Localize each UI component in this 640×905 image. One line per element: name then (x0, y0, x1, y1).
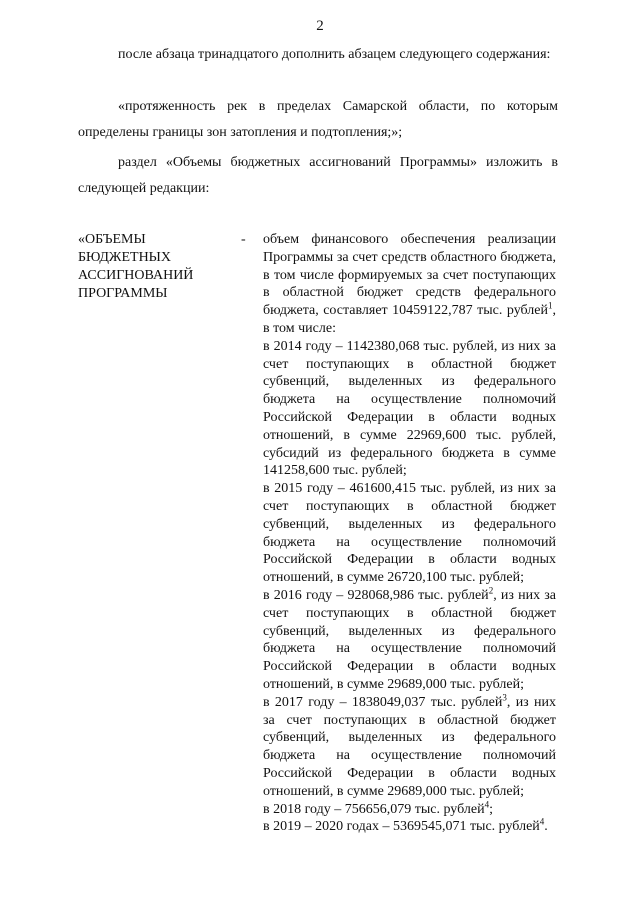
footnote-ref: 4 (539, 816, 545, 827)
funding-2017-amount: в 2017 году – 1838049,037 тыс. рублей (263, 694, 503, 710)
funding-total (263, 231, 556, 338)
paragraph-text: раздел «Объемы бюджетных ассигнований Программы» изложить в следующей редакции: (78, 155, 558, 196)
funding-2018-amount: в 2018 году – 756656,079 тыс. рублей (263, 801, 485, 817)
funding-2019-2020-tail: . (544, 819, 548, 835)
funding-2017-detail: , из них за счет поступающих в областной бюджет субвенций, выделенных из федерального бюджета на осуществление полномочий Российской Федерации в области водных отношений, в сумме 29689,000 тыс. рублей; (263, 694, 557, 799)
paragraph-text: после абзаца тринадцатого дополнить абзацем следующего содержания: (118, 47, 551, 62)
funding-2017 (263, 694, 556, 801)
paragraph-insert-instruction (78, 42, 558, 68)
separator-dash: - (241, 232, 246, 247)
funding-2016 (263, 587, 556, 694)
funding-total-tail: , в том числе: (263, 303, 556, 336)
section-label (78, 231, 218, 303)
section-label-line: ПРОГРАММЫ (78, 286, 168, 301)
funding-2019-2020 (263, 818, 556, 836)
paragraph-section-instruction (78, 150, 558, 202)
footnote-ref: 1 (548, 300, 553, 311)
funding-2016-amount: в 2016 году – 928068,986 тыс. рублей (263, 587, 489, 603)
section-label-line: «ОБЪЕМЫ (78, 232, 146, 247)
page-number: 2 (316, 18, 324, 34)
paragraph-text: «протяженность рек в пределах Самарской области, по которым определены границы зон затопления и подтопления;»; (78, 99, 558, 140)
paragraph-quoted-addition (78, 94, 558, 146)
footnote-ref: 2 (488, 585, 494, 596)
funding-total-text: объем финансового обеспечения реализации Программы за счет средств областного бюджета, в том числе формируемых за счет поступающих в областной бюджет средств федерального бюджета, составляет 10459122,787 тыс. рублей (263, 232, 556, 319)
footnote-ref: 4 (484, 798, 490, 809)
funding-2019-2020-amount: в 2019 – 2020 годах – 5369545,071 тыс. рублей (263, 819, 540, 835)
footnote-ref: 3 (502, 692, 507, 703)
funding-2018-tail: ; (489, 801, 493, 817)
funding-2018 (263, 798, 556, 819)
funding-2016-detail: , из них за счет поступающих в областной бюджет субвенций, выделенных из федерального бюджета на осуществление полномочий Российской Федерации в области водных отношений, в сумме 29689,000 тыс. рублей; (263, 587, 556, 692)
funding-content (263, 231, 556, 836)
funding-2014: в 2014 году – 1142380,068 тыс. рублей, из них за счет поступающих в областной бюджет субвенций, выделенных из федерального бюджета на осуществление полномочий Российской Федерации в области водных отношений, в сумме 22969,600 тыс. рублей, субсидий из федерального бюджета в сумме 141258,600 тыс. рублей; (263, 338, 556, 479)
section-label-line: БЮДЖЕТНЫХ (78, 250, 172, 265)
funding-2015: в 2015 году – 461600,415 тыс. рублей, из них за счет поступающих в областной бюджет субвенций, выделенных из федерального бюджета на осуществление полномочий Российской Федерации в области водных отношений, в сумме 26720,100 тыс. рублей; (263, 481, 556, 586)
section-label-line: АССИГНОВАНИЙ (78, 268, 194, 283)
